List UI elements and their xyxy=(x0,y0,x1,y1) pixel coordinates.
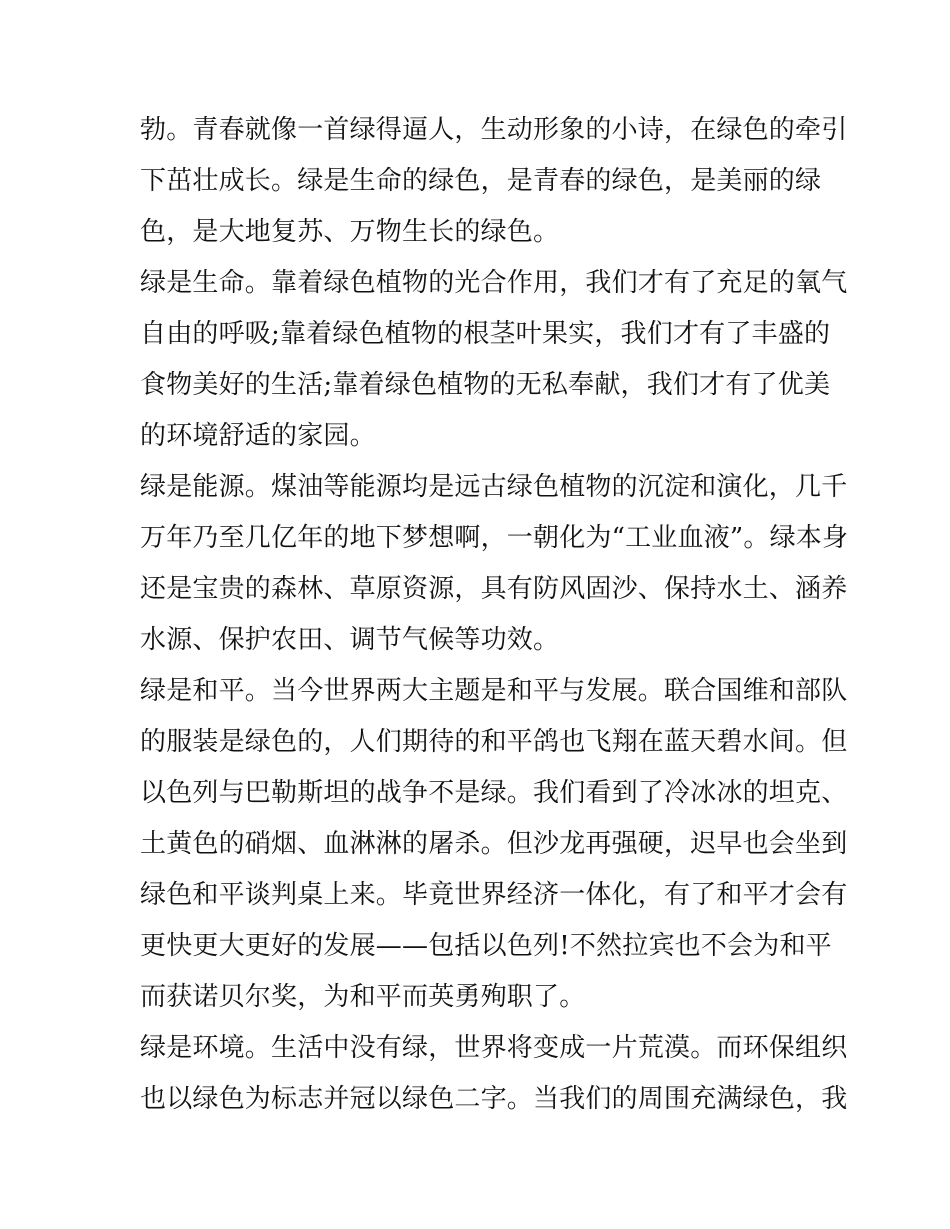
text-line: 以色列与巴勒斯坦的战争不是绿。我们看到了冷冰冰的坦克、 xyxy=(140,778,848,808)
text-line: 的环境舒适的家园。 xyxy=(140,421,376,451)
text-line: 下茁壮成长。绿是生命的绿色，是青春的绿色，是美丽的绿 xyxy=(140,166,822,196)
text-line: 绿是能源。煤油等能源均是远古绿色植物的沉淀和演化，几千 xyxy=(140,472,848,502)
text-line: 还是宝贵的森林、草原资源，具有防风固沙、保持水土、涵养 xyxy=(140,574,848,604)
text-line: 也以绿色为标志并冠以绿色二字。当我们的周围充满绿色，我 xyxy=(140,1084,848,1114)
text-line: 自由的呼吸;靠着绿色植物的根茎叶果实，我们才有了丰盛的 xyxy=(140,319,831,349)
text-line: 更快更大更好的发展——包括以色列!不然拉宾也不会为和平 xyxy=(140,931,832,961)
document-body xyxy=(140,105,849,1125)
text-line: 食物美好的生活;靠着绿色植物的无私奉献，我们才有了优美 xyxy=(140,370,831,400)
text-line: 绿是和平。当今世界两大主题是和平与发展。联合国维和部队 xyxy=(140,676,848,706)
text-line: 绿是环境。生活中没有绿，世界将变成一片荒漠。而环保组织 xyxy=(140,1033,848,1063)
text-line: 绿是生命。靠着绿色植物的光合作用，我们才有了充足的氧气 xyxy=(140,268,848,298)
text-line: 色，是大地复苏、万物生长的绿色。 xyxy=(140,217,560,247)
text-line: 水源、保护农田、调节气候等功效。 xyxy=(140,625,560,655)
text-line: 绿色和平谈判桌上来。毕竟世界经济一体化，有了和平才会有 xyxy=(140,880,848,910)
text-line: 土黄色的硝烟、血淋淋的屠杀。但沙龙再强硬，迟早也会坐到 xyxy=(140,829,848,859)
text-line: 的服装是绿色的，人们期待的和平鸽也飞翔在蓝天碧水间。但 xyxy=(140,727,848,757)
text-line: 而获诺贝尔奖，为和平而英勇殉职了。 xyxy=(140,982,586,1012)
text-line: 勃。青春就像一首绿得逼人，生动形象的小诗，在绿色的牵引 xyxy=(140,115,848,145)
text-line: 万年乃至几亿年的地下梦想啊，一朝化为“工业血液”。绿本身 xyxy=(140,523,849,553)
